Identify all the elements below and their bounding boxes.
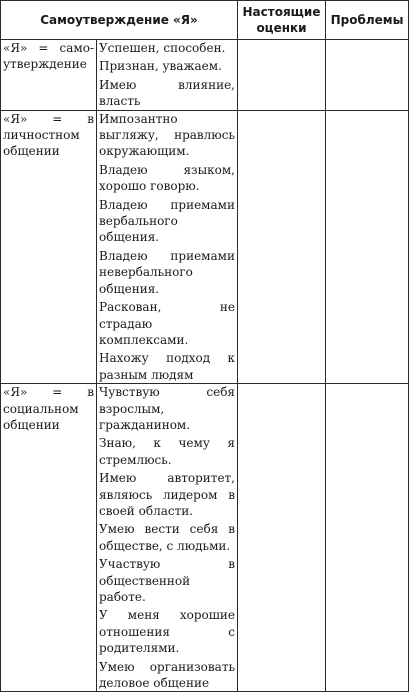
header-row: [1, 1, 409, 40]
statement-item: Умею организовать деловое общение: [99, 659, 235, 691]
statements-cell: [97, 40, 238, 111]
ratings-cell[interactable]: [238, 110, 326, 384]
ratings-cell[interactable]: [238, 384, 326, 692]
statement-item: Умею вести себя в обществе, с людьми.: [99, 522, 235, 553]
statement-item: Чувствую себя взрослым, гражданином.: [99, 385, 235, 432]
statements-cell: [97, 110, 238, 384]
statement-item: Раскован, не страдаю комплексами.: [99, 300, 235, 347]
problems-cell[interactable]: [326, 40, 409, 111]
statement-item: Имею авторитет, являюсь лидером в своей области.: [99, 471, 235, 518]
ratings-cell[interactable]: [238, 40, 326, 111]
statement-item: Нахожу подход к разным людям: [99, 351, 235, 382]
row-label: «Я» = в личностном общении: [1, 110, 97, 384]
table-row: [1, 110, 409, 384]
statement-item: Участвую в общественной работе.: [99, 557, 235, 604]
statement-item: Владею языком, хорошо говорю.: [99, 162, 235, 194]
statement-item: Импозантно выгляжу, нравлюсь окружающим.: [99, 111, 235, 159]
header-current-ratings: Настоящие оценки: [238, 1, 326, 40]
statement-item: У меня хорошие отношения с родителями.: [99, 608, 235, 656]
statement-item: Владею приемами невербального общения.: [99, 248, 235, 296]
statement-item: Успешен, способен.: [99, 41, 226, 55]
table-row: [1, 40, 409, 111]
statement-item: Имею влияние, власть: [99, 77, 235, 109]
row-label: «Я» = само-утверждение: [1, 40, 97, 111]
table-row: [1, 384, 409, 692]
statement-item: Знаю, к чему я стремлюсь.: [99, 436, 235, 467]
problems-cell[interactable]: [326, 110, 409, 384]
statements-cell: [97, 384, 238, 692]
header-self-assertion: Самоутверждение «Я»: [1, 1, 238, 40]
problems-cell[interactable]: [326, 384, 409, 692]
row-label: «Я» = в социальном общении: [1, 384, 97, 692]
header-problems: Проблемы: [326, 1, 409, 40]
statement-item: Признан, уважаем.: [99, 59, 222, 74]
statement-item: Владею приемами вербального общения.: [99, 197, 235, 245]
